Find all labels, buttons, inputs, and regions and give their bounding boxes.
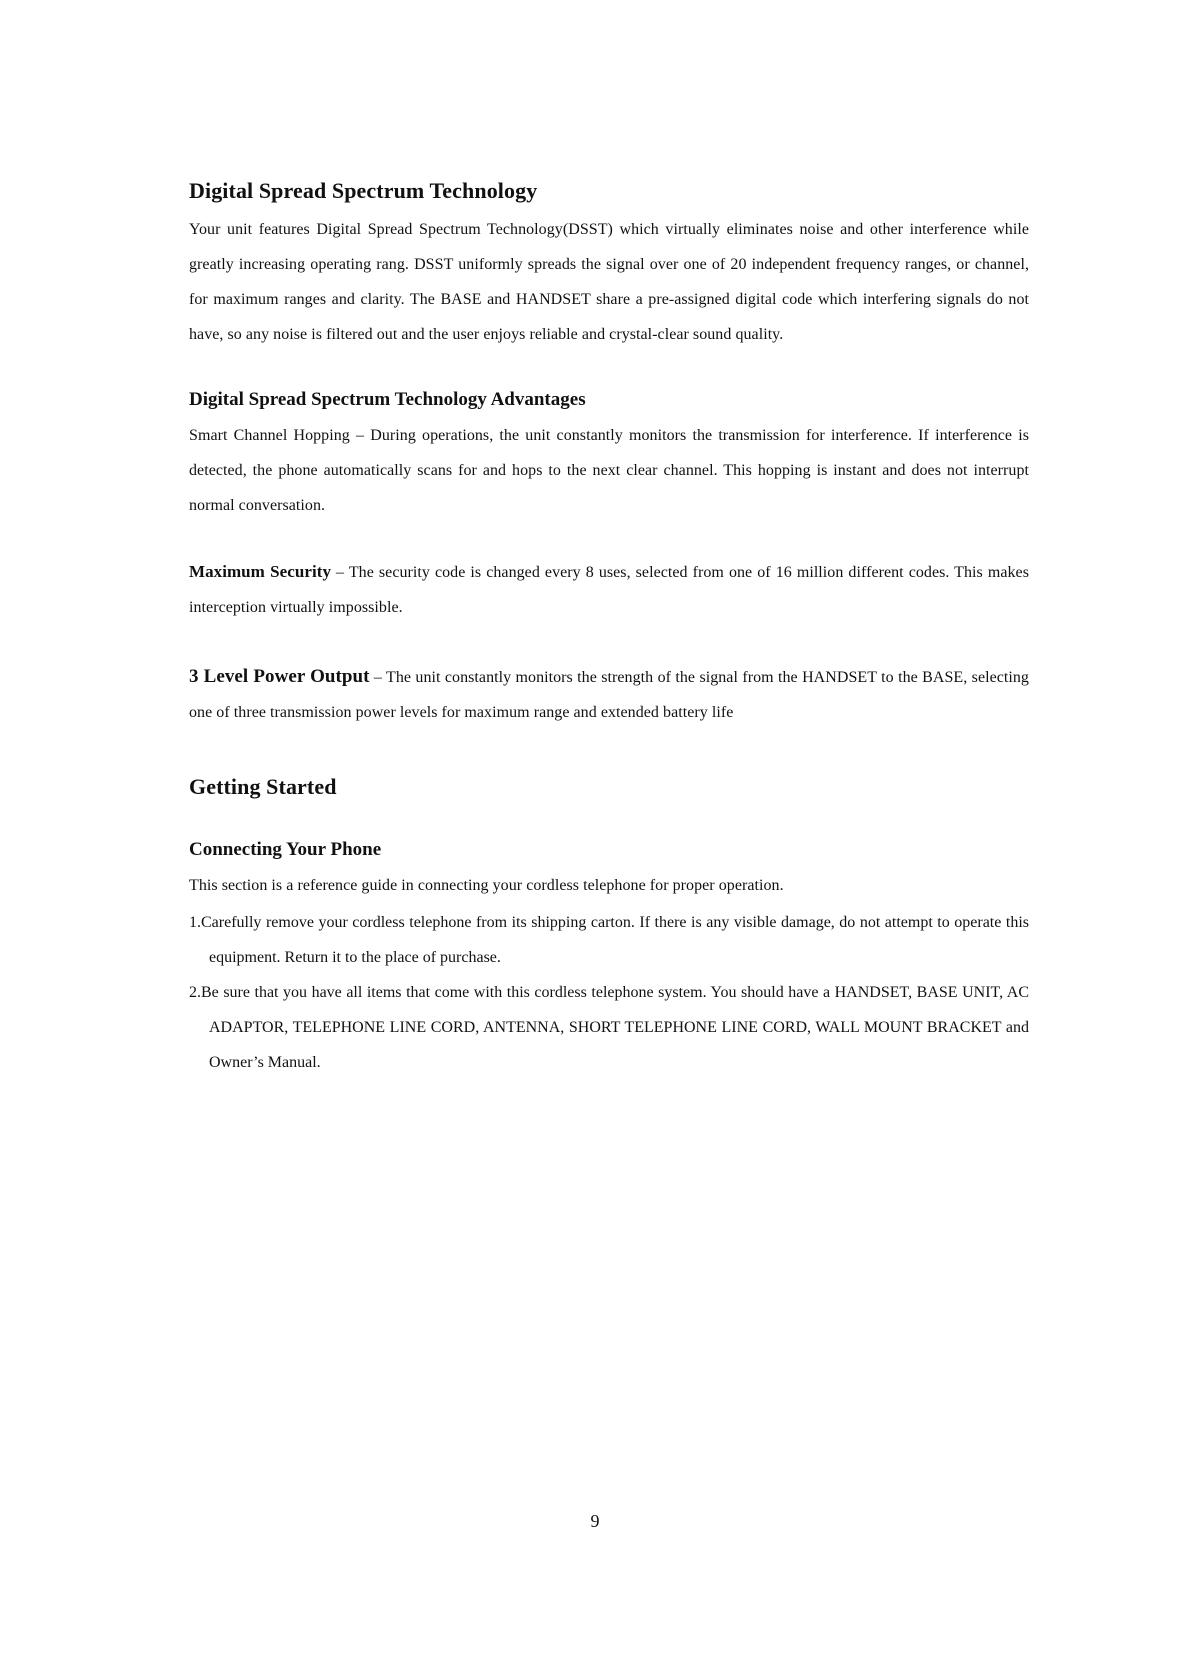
advantage-lead: 3 Level Power Output <box>189 666 370 687</box>
paragraph-connecting-intro: This section is a reference guide in connecting your cordless telephone for proper operation. <box>189 877 784 894</box>
advantage-separator: – <box>349 427 371 444</box>
advantage-text: During operations, the unit constantly monitors the transmission for interference. If interference is detected, the phone automatically scans for and hops to the next clear channel. This hopping is instant and does not interrupt normal conversation. <box>189 427 1030 514</box>
advantage-power-output <box>189 659 1029 730</box>
section-title-getting-started: Getting Started <box>189 774 337 799</box>
advantage-lead: Smart Channel Hopping <box>189 427 350 444</box>
subsection-title-connecting: Connecting Your Phone <box>189 839 382 860</box>
section-title-advantages: Digital Spread Spectrum Technology Advantages <box>189 389 586 410</box>
page-content <box>189 176 1029 1080</box>
list-item: 2.Be sure that you have all items that come with this cordless telephone system. You should have a HANDSET, BASE UNIT, AC ADAPTOR, TELEPHONE LINE CORD, ANTENNA, SHORT TELEPHONE LINE CORD, WALL MOUNT BRACKET and Owner’s Manual. <box>189 984 1029 1071</box>
advantage-maximum-security <box>189 554 1029 625</box>
advantage-lead: Maximum Security <box>189 562 332 581</box>
page-number: 9 <box>590 1511 600 1531</box>
section-title-dsst: Digital Spread Spectrum Technology <box>189 178 538 203</box>
list-item: 1.Carefully remove your cordless telephone from its shipping carton. If there is any visible damage, do not attempt to operate this equipment. Return it to the place of purchase. <box>189 914 1029 966</box>
paragraph-dsst: Your unit features Digital Spread Spectrum Technology(DSST) which virtually eliminates noise and other interference while greatly increasing operating rang. DSST uniformly spreads the signal over one of 20 independent frequency ranges, or channel, for maximum ranges and clarity. The BASE and HANDSET share a pre-assigned digital code which interfering signals do not have, so any noise is filtered out and the user enjoys reliable and crystal-clear sound quality. <box>189 221 1029 343</box>
advantage-separator: – <box>369 669 387 686</box>
advantage-separator: – <box>331 564 349 581</box>
advantage-smart-channel-hopping <box>189 418 1029 523</box>
advantage-text: The security code is changed every 8 uses, selected from one of 16 million different codes. This makes interception virtually impossible. <box>189 564 1029 616</box>
connecting-steps-list <box>189 905 1029 1080</box>
advantage-text: The unit constantly monitors the strength of the signal from the HANDSET to the BASE, selecting one of three transmission power levels for maximum range and extended battery life <box>189 669 1029 721</box>
